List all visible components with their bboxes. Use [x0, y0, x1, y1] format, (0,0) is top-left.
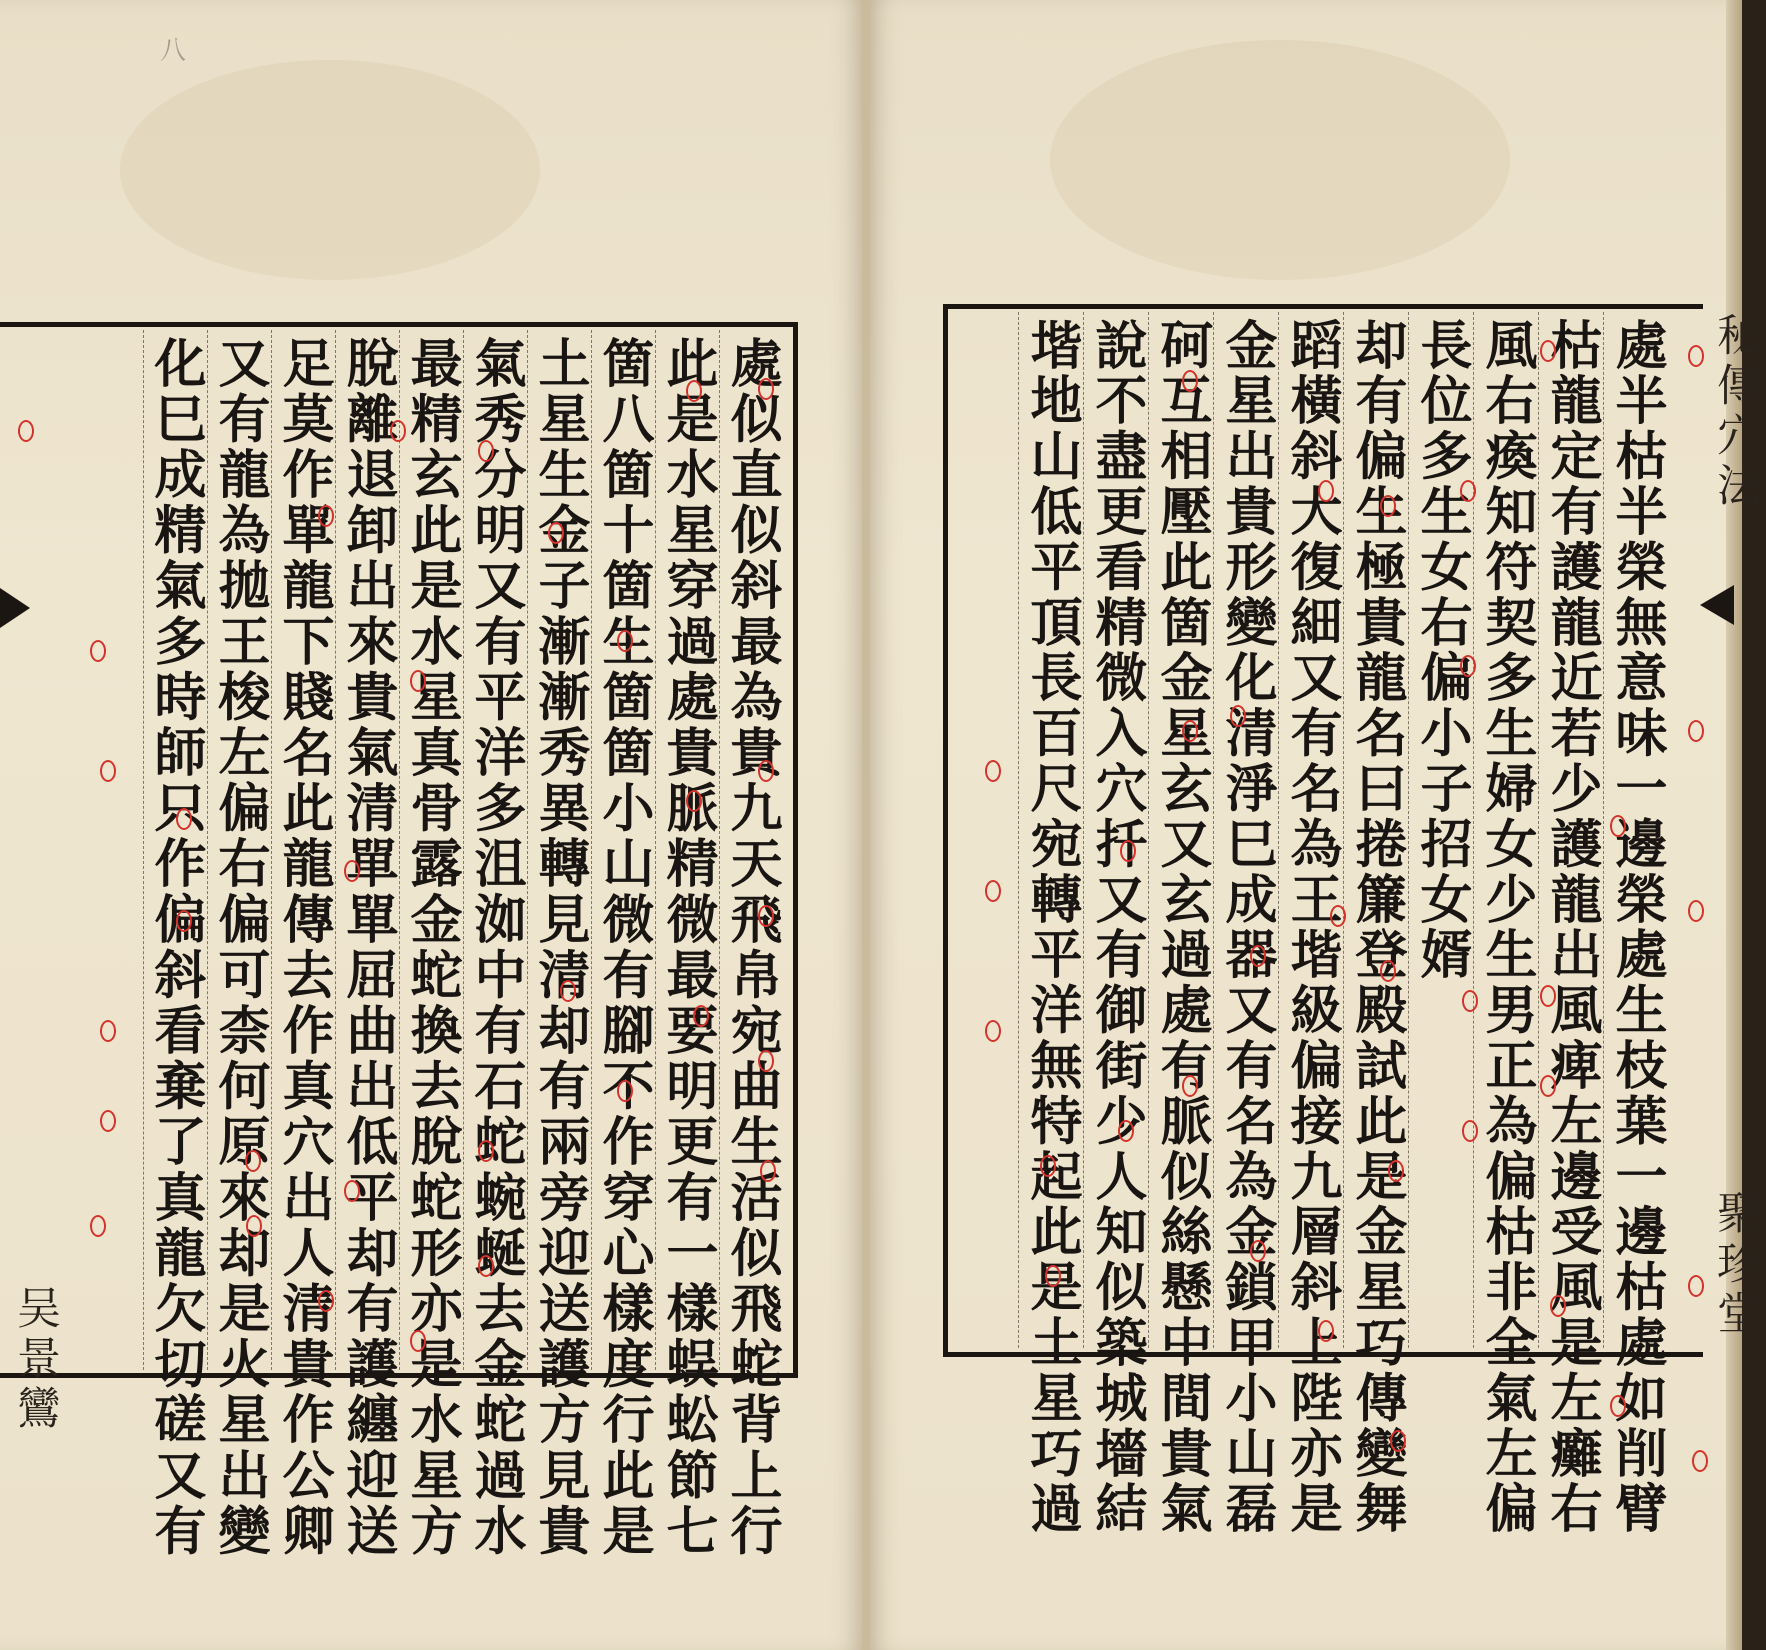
red-annotation-mark	[1045, 1265, 1061, 1287]
red-annotation-mark	[1692, 1450, 1708, 1472]
red-annotation-mark	[410, 1330, 426, 1352]
red-annotation-mark	[1380, 495, 1396, 517]
red-annotation-mark	[985, 1020, 1001, 1042]
red-annotation-mark	[245, 1150, 261, 1172]
text-column: 最精玄此是水星真骨露金蛇換去脫蛇形亦是水星方	[399, 330, 463, 1370]
red-annotation-mark	[1688, 1275, 1704, 1297]
paper-stain	[1050, 40, 1510, 280]
text-block	[8, 330, 783, 1560]
red-annotation-mark	[1230, 705, 1246, 727]
text-column: 金星出貴形變化清淨巳成器又有名為金鎖甲小山磊	[1213, 312, 1278, 1348]
red-annotation-mark	[1118, 1120, 1134, 1142]
red-annotation-mark	[100, 760, 116, 782]
text-column: 却有偏生極貴龍名曰捲簾登殿試此是金星巧傳變舞	[1343, 312, 1408, 1348]
red-annotation-mark	[318, 1290, 334, 1312]
red-annotation-mark	[1250, 945, 1266, 967]
text-column: 箇八箇十箇生箇箇小山微有腳不作穿心樣度行此是	[591, 330, 655, 1370]
left-page	[0, 0, 862, 1650]
red-annotation-mark	[1540, 985, 1556, 1007]
red-annotation-mark	[1688, 900, 1704, 922]
red-annotation-mark	[758, 760, 774, 782]
red-annotation-mark	[344, 860, 360, 882]
text-column: 此是水星穿過處貴脈精微最要明更有一樣蜈蚣節七	[655, 330, 719, 1370]
text-column: 脫離退卸出來貴氣清單單屈曲出低平却有護纏迎送	[335, 330, 399, 1370]
margin-title: 秘傳穴法	[1709, 312, 1760, 512]
red-annotation-mark	[1250, 1240, 1266, 1262]
red-annotation-mark	[760, 1160, 776, 1182]
red-annotation-mark	[1460, 480, 1476, 502]
red-annotation-mark	[478, 1140, 494, 1162]
red-annotation-mark	[617, 630, 633, 652]
text-column: 足莫作單龍下賤名此龍傳去作真穴出人清貴作公卿	[271, 330, 335, 1370]
red-annotation-mark	[246, 1215, 262, 1237]
red-annotation-mark	[548, 522, 564, 544]
red-annotation-mark	[1460, 655, 1476, 677]
red-annotation-mark	[686, 380, 702, 402]
text-column: 氣秀分明又有平洋多沮洳中有石蛇蜿蜒去金蛇過水	[463, 330, 527, 1370]
red-annotation-mark	[100, 1110, 116, 1132]
book-gutter	[862, 0, 870, 1650]
text-column: 枯龍定有護龍近若少護龍出風痺左邊受風是左癱右	[1538, 312, 1603, 1348]
text-column: 砢互相壓此箇金星玄又玄過處有脈似絲懸中間貴氣	[1148, 312, 1213, 1348]
text-column: 堦地山低平頂長百尺宛轉平洋無特起此是土星巧過	[1018, 312, 1083, 1348]
text-column: 風右瘓知符契多生婦女少生男正為偏枯非全氣左偏	[1473, 312, 1538, 1348]
red-annotation-mark	[410, 670, 426, 692]
red-annotation-mark	[1688, 345, 1704, 367]
text-column: 又有龍為拋王梭左偏右偏可柰何原來却是火星出變	[207, 330, 271, 1370]
text-column: 處半枯半榮無意味一邊榮處生枝葉一邊枯處如削臂	[1603, 312, 1668, 1348]
red-annotation-mark	[1318, 1320, 1334, 1342]
red-annotation-mark	[758, 378, 774, 400]
red-annotation-mark	[344, 1180, 360, 1202]
red-annotation-mark	[758, 1050, 774, 1072]
red-annotation-mark	[1040, 1155, 1056, 1177]
red-annotation-mark	[1540, 1075, 1556, 1097]
red-annotation-mark	[478, 440, 494, 462]
text-block	[952, 312, 1668, 1537]
red-annotation-mark	[617, 1080, 633, 1102]
red-annotation-mark	[985, 880, 1001, 902]
red-annotation-mark	[686, 790, 702, 812]
text-column: 化巳成精氣多時師只作偏斜看棄了真龍欠切磋又有	[143, 330, 207, 1370]
red-annotation-mark	[1462, 990, 1478, 1012]
red-annotation-mark	[1120, 840, 1136, 862]
text-column: 說不盡更看精微入穴扦又有御街少人知似築城墻結	[1083, 312, 1148, 1348]
red-annotation-mark	[1688, 720, 1704, 742]
text-column: 處似直似斜最為貴九天飛帛宛曲生活似飛蛇背上行	[719, 330, 783, 1370]
margin-title: 吴景鸞	[9, 1285, 60, 1435]
red-annotation-mark	[985, 760, 1001, 782]
red-annotation-mark	[100, 1020, 116, 1042]
red-annotation-mark	[478, 1255, 494, 1277]
red-annotation-mark	[693, 1005, 709, 1027]
red-annotation-mark	[1610, 1395, 1626, 1417]
pencil-note: 八	[160, 36, 187, 66]
fish-tail-mark	[1700, 585, 1734, 625]
red-annotation-mark	[1390, 1430, 1406, 1452]
red-annotation-mark	[758, 905, 774, 927]
red-annotation-mark	[1182, 720, 1198, 742]
red-annotation-mark	[1610, 815, 1626, 837]
paper-stain	[120, 60, 540, 280]
red-annotation-mark	[90, 640, 106, 662]
red-annotation-mark	[1462, 1120, 1478, 1142]
red-annotation-mark	[1380, 960, 1396, 982]
red-annotation-mark	[390, 420, 406, 442]
red-annotation-mark	[1388, 1160, 1404, 1182]
margin-bottom: 聚珍堂	[1709, 1190, 1760, 1340]
red-annotation-mark	[90, 1215, 106, 1237]
red-annotation-mark	[1330, 905, 1346, 927]
red-annotation-mark	[1540, 340, 1556, 362]
red-annotation-mark	[18, 420, 34, 442]
text-column: 蹈橫斜大復細又有名為王堦級偏接九層斜上陛亦是	[1278, 312, 1343, 1348]
red-annotation-mark	[560, 980, 576, 1002]
page-edge	[1726, 0, 1742, 1650]
red-annotation-mark	[1550, 1295, 1566, 1317]
red-annotation-mark	[176, 808, 192, 830]
text-column: 長位多生女右偏小子招女婿	[1408, 312, 1473, 1348]
red-annotation-mark	[176, 910, 192, 932]
red-annotation-mark	[1182, 370, 1198, 392]
red-annotation-mark	[1318, 480, 1334, 502]
red-annotation-mark	[318, 505, 334, 527]
text-column: 土星生金子漸漸秀異轉見清却有兩旁迎送護方見貴	[527, 330, 591, 1370]
red-annotation-mark	[1182, 1075, 1198, 1097]
